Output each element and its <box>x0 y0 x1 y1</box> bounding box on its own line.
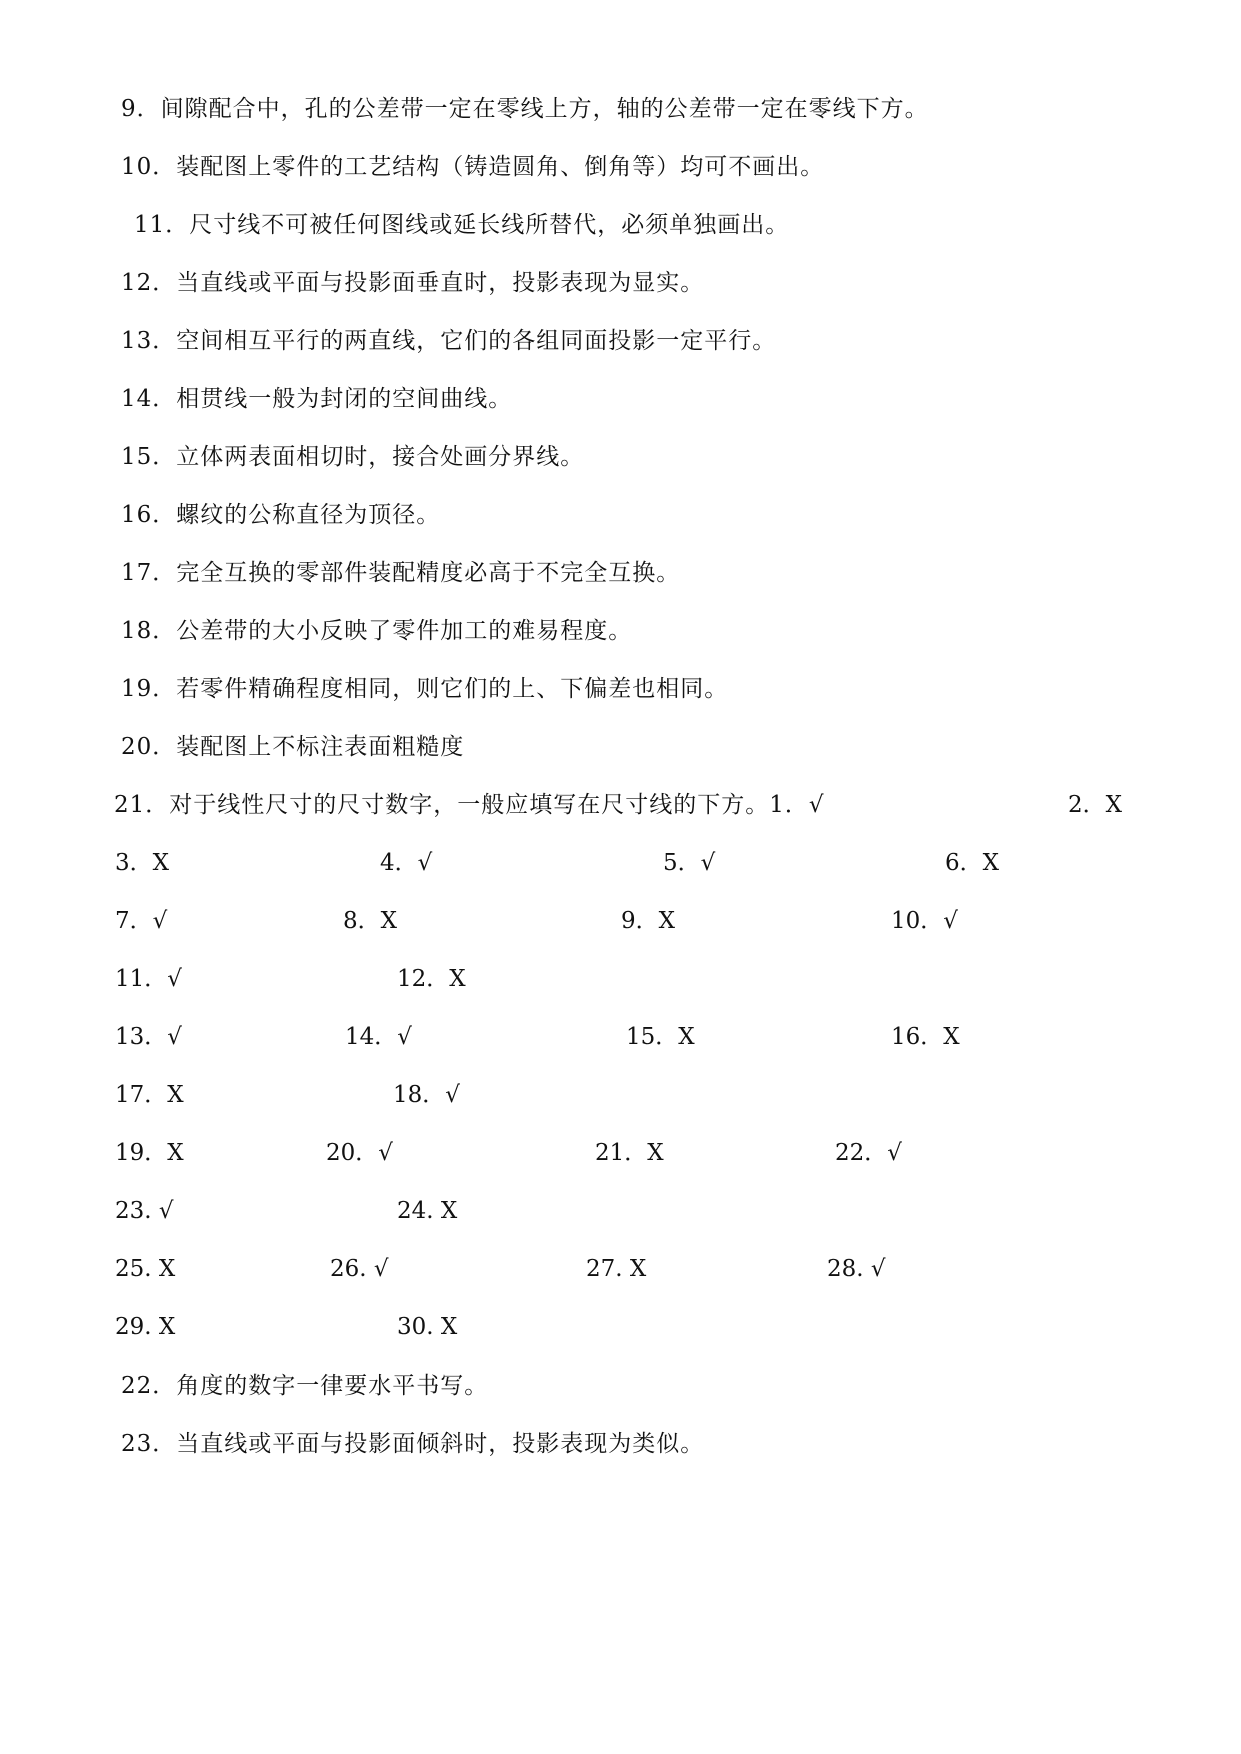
answer-4: 4．√ <box>380 850 433 876</box>
statement-23: 23．当直线或平面与投影面倾斜时，投影表现为类似。 <box>121 1431 705 1457</box>
statement-18: 18．公差带的大小反映了零件加工的难易程度。 <box>121 618 633 644</box>
answer-29: 29. X <box>115 1314 176 1340</box>
answer-13: 13．√ <box>115 1024 182 1050</box>
statement-10: 10．装配图上零件的工艺结构（铸造圆角、倒角等）均可不画出。 <box>121 154 825 180</box>
answer-24: 24. X <box>397 1198 458 1224</box>
answer-20: 20．√ <box>326 1140 393 1166</box>
answer-12: 12．X <box>397 966 466 992</box>
answer-11: 11．√ <box>115 966 182 992</box>
statement-19: 19．若零件精确程度相同，则它们的上、下偏差也相同。 <box>121 676 729 702</box>
answer-30: 30. X <box>397 1314 458 1340</box>
answer-23: 23. √ <box>115 1198 174 1224</box>
answer-15: 15．X <box>626 1024 695 1050</box>
answer-2: 2．X <box>1068 792 1123 818</box>
statement-16: 16．螺纹的公称直径为顶径。 <box>121 502 441 528</box>
answer-3: 3．X <box>115 850 170 876</box>
answer-27: 27. X <box>586 1256 647 1282</box>
answer-22: 22．√ <box>835 1140 902 1166</box>
answer-7: 7．√ <box>115 908 168 934</box>
answer-17: 17．X <box>115 1082 184 1108</box>
statement-22: 22．角度的数字一律要水平书写。 <box>121 1373 489 1399</box>
statement-17: 17．完全互换的零部件装配精度必高于不完全互换。 <box>121 560 681 586</box>
statement-13: 13．空间相互平行的两直线，它们的各组同面投影一定平行。 <box>121 328 777 354</box>
answer-19: 19．X <box>115 1140 184 1166</box>
statement-14: 14．相贯线一般为封闭的空间曲线。 <box>121 386 513 412</box>
answer-14: 14．√ <box>345 1024 412 1050</box>
answer-6: 6．X <box>945 850 1000 876</box>
statement-20: 20．装配图上不标注表面粗糙度 <box>121 734 465 760</box>
answer-5: 5．√ <box>663 850 716 876</box>
answer-8: 8．X <box>343 908 398 934</box>
answer-18: 18．√ <box>393 1082 460 1108</box>
answer-25: 25. X <box>115 1256 176 1282</box>
statement-21: 21．对于线性尺寸的尺寸数字，一般应填写在尺寸线的下方。1．√ <box>114 792 825 818</box>
answer-21: 21．X <box>595 1140 664 1166</box>
answer-10: 10．√ <box>891 908 958 934</box>
statement-15: 15．立体两表面相切时，接合处画分界线。 <box>121 444 585 470</box>
answer-16: 16．X <box>891 1024 960 1050</box>
statement-9: 9．间隙配合中，孔的公差带一定在零线上方，轴的公差带一定在零线下方。 <box>121 96 929 122</box>
answer-26: 26. √ <box>330 1256 389 1282</box>
answer-9: 9．X <box>621 908 676 934</box>
statement-12: 12．当直线或平面与投影面垂直时，投影表现为显实。 <box>121 270 705 296</box>
statement-11: 11．尺寸线不可被任何图线或延长线所替代，必须单独画出。 <box>134 212 790 238</box>
answer-28: 28. √ <box>827 1256 886 1282</box>
